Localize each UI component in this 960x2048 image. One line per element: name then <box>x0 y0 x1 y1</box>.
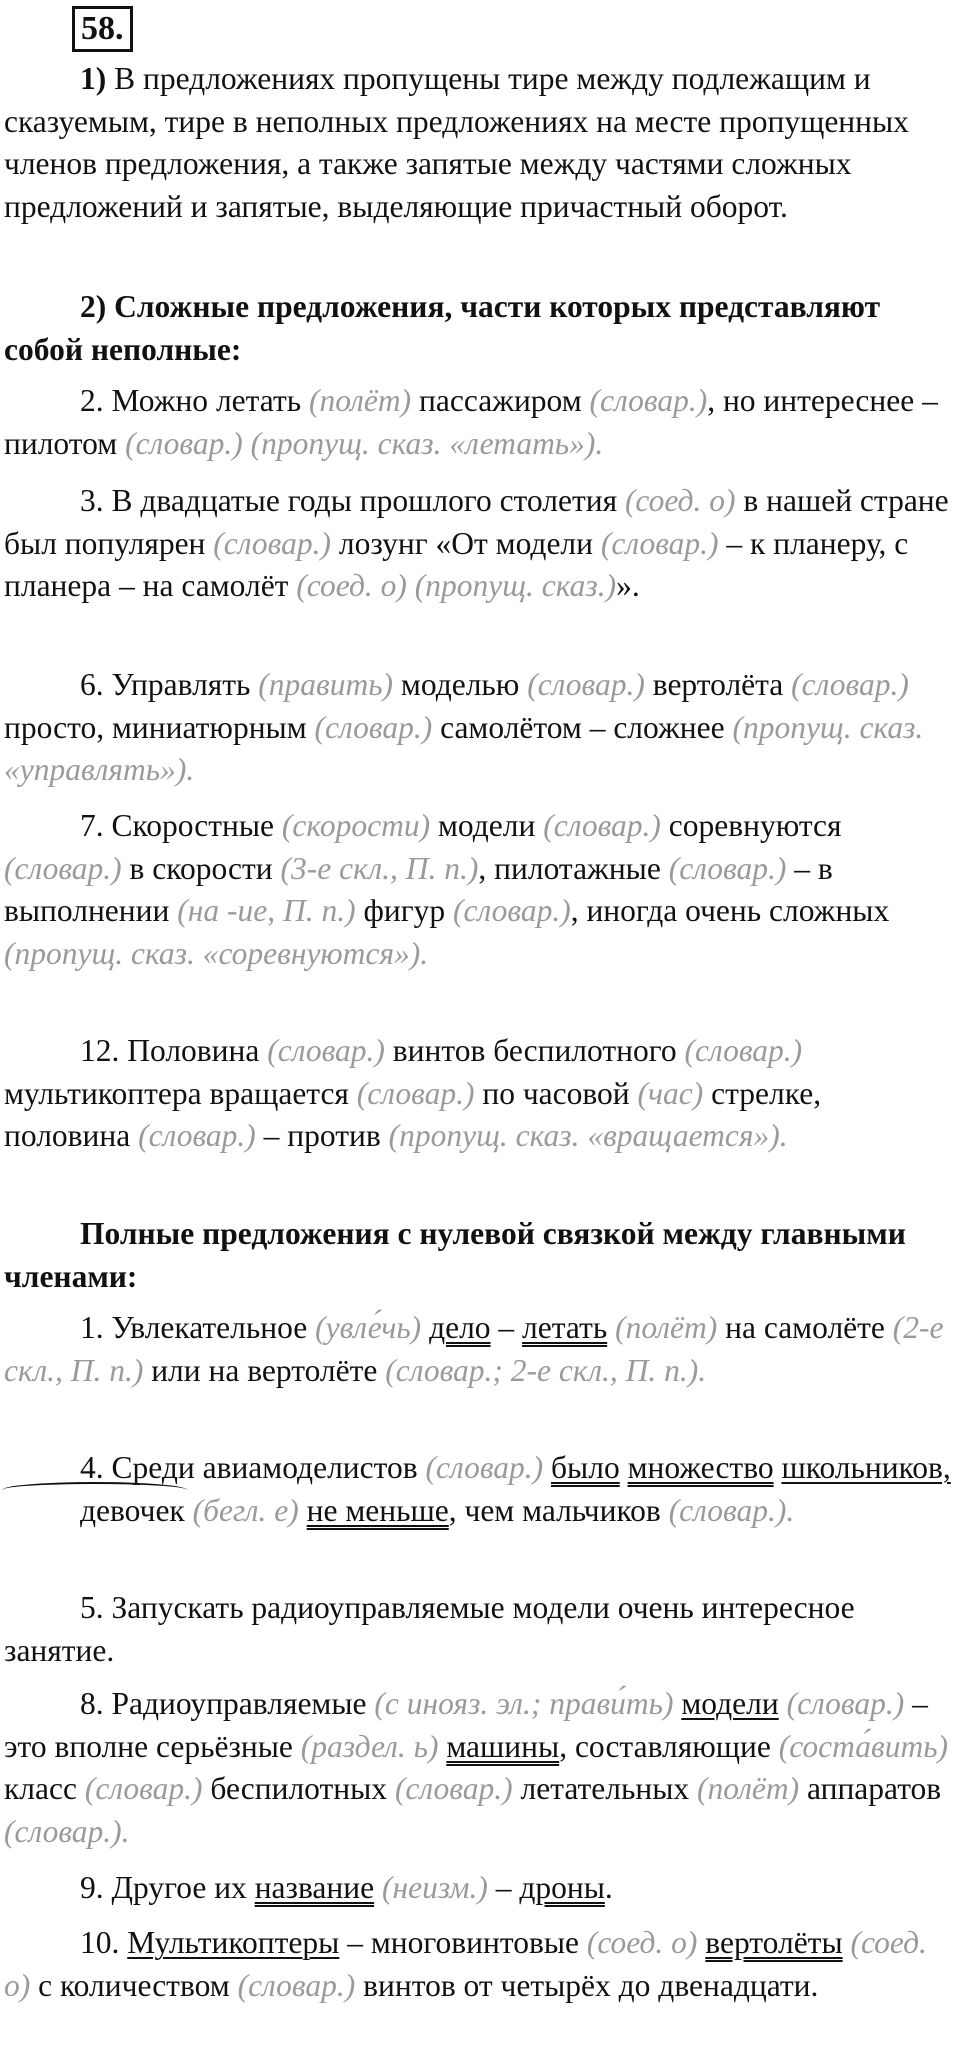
sentence-text: Среди авиамоделистов <box>111 1450 418 1485</box>
sentence-text: , составляющие <box>559 1728 771 1764</box>
exercise-number: 58. <box>72 6 133 52</box>
sentence-text: беспилотных <box>210 1771 388 1806</box>
comment-note: (соед. о) <box>624 483 736 518</box>
comment-note: (пропущ. сказ. «управлять»). <box>4 709 924 787</box>
sentence-text: модели <box>681 1686 779 1721</box>
sentence-text: на самолёт <box>142 568 289 603</box>
sentence-1 <box>4 1307 954 1392</box>
sentence-text: 2. <box>80 383 104 418</box>
comment-note: (словар.). <box>4 1813 130 1849</box>
sentence-text: – <box>912 1686 928 1721</box>
comment-note: (3-е скл., П. п.) <box>280 850 479 886</box>
sentence-text: сложнее <box>613 709 725 745</box>
sentence-text: 4. <box>80 1450 104 1485</box>
sentence-text: стрелке, половина <box>4 1075 822 1153</box>
sentence-text: пилотом <box>4 425 118 461</box>
intro-marker: 1) <box>80 61 107 96</box>
comment-note: (неизм.) <box>381 1870 488 1905</box>
comment-note: (пропущ. сказ. «летать»). <box>250 425 604 461</box>
sentence-text: моделью <box>400 667 520 702</box>
sentence-text: пассажиром <box>419 383 582 418</box>
comment-note: (соста́вить) <box>778 1728 949 1764</box>
sentence-text: , но интереснее <box>707 383 915 418</box>
sentence-text: Увлекательное <box>111 1310 308 1345</box>
comment-note: (словар.) <box>356 1075 475 1111</box>
sentence-10 <box>4 1922 954 2007</box>
sentence-text: дроны <box>519 1870 605 1905</box>
comment-note: (словар.) <box>453 893 571 928</box>
sentence-text: в скорости <box>129 850 273 886</box>
sentence-9 <box>4 1867 954 1910</box>
comment-note: (словар.) <box>668 850 787 886</box>
sentence-text: вертолёты <box>705 1925 843 1960</box>
sentence-text: 6. <box>80 667 104 702</box>
sentence-text: Другое их <box>111 1870 247 1905</box>
comment-note: (скорости) <box>281 808 431 843</box>
sentence-text: это вполне серьёзные <box>4 1728 293 1764</box>
sentence-text: – <box>347 1925 363 1960</box>
sentence-4 <box>4 1447 954 1532</box>
sentence-text: 3. <box>80 483 104 518</box>
comment-note: (раздел. ь) <box>300 1728 439 1764</box>
sentence-text: вертолёта <box>652 667 784 702</box>
comment-note: (пропущ. сказ. «вращается»). <box>388 1118 788 1153</box>
sentence-text: летать <box>215 383 302 418</box>
comment-note: (2-е скл., П. п.) <box>4 1310 944 1388</box>
sentence-text: В двадцатые годы прошлого столетия <box>111 483 618 518</box>
comment-note: (словар.) <box>425 1450 544 1485</box>
sentence-text: Радиоуправляемые <box>111 1686 367 1721</box>
sentence-text: в нашей стране был популярен <box>4 483 949 561</box>
sentence-2 <box>4 380 954 465</box>
sentence-text: Мультикоптеры <box>127 1925 340 1960</box>
sentence-text: было <box>551 1450 620 1485</box>
sentence-text: машины <box>446 1728 560 1764</box>
sentence-text: самолётом <box>440 709 582 745</box>
sentence-text: Запускать радиоуправляемые модели очень интересное занятие. <box>4 1590 855 1668</box>
sentence-text: 8. <box>80 1686 104 1721</box>
comment-note: (полёт) <box>308 383 412 418</box>
sentence-text: к планеру, с планера <box>4 525 909 603</box>
sentence-text: с количеством <box>38 1967 230 2003</box>
sentence-text: по часовой <box>482 1075 630 1111</box>
sentence-text: 9. <box>80 1870 104 1905</box>
comment-note: (словар.) <box>543 808 661 843</box>
comment-note: (полёт) <box>615 1310 718 1345</box>
sentence-text: – <box>922 383 938 418</box>
sentence-text: – <box>119 568 135 603</box>
sentence-text: 7. <box>80 808 104 843</box>
sentence-12 <box>4 1030 954 1158</box>
sentence-text: , пилотажные <box>478 850 661 886</box>
comment-note: (словар.) <box>394 1771 513 1806</box>
sentence-text: Можно <box>111 383 209 418</box>
sentence-text: . <box>604 1870 613 1905</box>
comment-note: (с инояз. эл.; прави́ть) <box>374 1686 674 1721</box>
comment-note: (словар.) <box>267 1033 385 1068</box>
sentence-text: множество <box>627 1450 774 1485</box>
sentence-text: многовинтовые <box>370 1925 579 1960</box>
sentence-text: летать <box>522 1310 608 1345</box>
comment-note: (словар.) <box>213 525 331 561</box>
sentence-5 <box>4 1587 954 1672</box>
comment-note: (час) <box>637 1075 704 1111</box>
sentence-text: против <box>287 1118 381 1153</box>
sentence-text: – <box>495 1870 512 1905</box>
sentence-8 <box>4 1683 954 1853</box>
sentence-text: или на вертолёте <box>151 1352 378 1388</box>
comment-note: (словар.) <box>791 667 909 702</box>
comment-note: (пропущ. сказ.) <box>414 568 617 603</box>
comment-note: (словар.) <box>84 1771 203 1806</box>
comment-note: (словар.; 2-е скл., П. п.). <box>385 1352 707 1388</box>
comment-note: (словар.) <box>138 1118 256 1153</box>
comment-note: (словар.) <box>314 709 433 745</box>
comment-note: (словар.) <box>786 1686 905 1721</box>
comment-note: (словар.) <box>684 1033 803 1068</box>
comment-note: (словар.). <box>668 1492 795 1528</box>
sentence-6 <box>4 664 954 792</box>
sentence-text: Скоростные <box>111 808 274 843</box>
comment-note: (соед. о) <box>586 1925 698 1960</box>
comment-note: (словар.) <box>600 525 719 561</box>
comment-note: (увле́чь) <box>315 1310 422 1345</box>
sentence-text: , чем мальчиков <box>448 1492 661 1528</box>
sentence-text: , иногда очень сложных <box>570 893 890 928</box>
comment-note: (соед. о) <box>4 1925 927 2003</box>
sentence-text: девочек <box>4 1495 185 1527</box>
sentence-text: мультикоптера вращается <box>4 1075 349 1111</box>
sentence-text: винтов от четырёх до двенадцати. <box>363 1967 819 2003</box>
sentence-text: Половина <box>127 1033 260 1068</box>
sentence-text: название <box>254 1870 375 1905</box>
sentence-text: класс <box>4 1771 77 1806</box>
sentence-text: 1. <box>80 1310 104 1345</box>
sentence-text: – <box>726 525 743 561</box>
comment-note: (словар.) <box>237 1967 356 2003</box>
sentence-text: 5. <box>80 1590 104 1625</box>
sentence-text: – <box>263 1118 280 1153</box>
sentence-text: дело <box>429 1310 491 1345</box>
sentence-text: – <box>794 850 810 886</box>
sentence-text: модели <box>437 808 536 843</box>
sentence-text: 10. <box>80 1925 120 1960</box>
comment-note: (полёт) <box>696 1771 800 1806</box>
sentence-text: винтов беспилотного <box>392 1033 677 1068</box>
comment-note: (править) <box>258 667 394 702</box>
sentence-text: аппаратов <box>807 1771 942 1806</box>
sentence-text: летательных <box>520 1771 690 1806</box>
comment-note: (словар.) <box>4 850 122 886</box>
sentence-text: фигур <box>363 893 446 928</box>
sentence-text: – <box>589 709 606 745</box>
sentence-text: Управлять <box>111 667 251 702</box>
comment-note: (словар.) <box>589 383 708 418</box>
comment-note: (словар.) <box>527 667 645 702</box>
sentence-text: 12. <box>80 1033 120 1068</box>
comment-note: (на -ие, П. п.) <box>177 893 356 928</box>
sentence-3 <box>4 480 954 608</box>
comment-note: (пропущ. сказ. «соревнуются»). <box>4 935 429 971</box>
sentence-text: соревнуются <box>668 808 842 843</box>
sentence-text: на самолёте <box>725 1310 885 1345</box>
comment-note: (соед. о) <box>296 568 407 603</box>
sentence-7 <box>4 805 954 975</box>
section-heading-incomplete: 2) Сложные предложения, части которых представляют собой неполные: <box>4 289 881 367</box>
sentence-text: школьников, <box>781 1450 951 1485</box>
sentence-text: – <box>498 1310 515 1345</box>
intro-paragraph <box>4 58 954 228</box>
comment-note: (бегл. е) <box>192 1492 299 1528</box>
sentence-text: ». <box>616 568 640 603</box>
sentence-text: в выполнении <box>4 850 833 928</box>
sentence-text: не меньше <box>306 1492 449 1528</box>
intro-text: В предложениях пропущены тире между подлежащим и сказуемым, тире в неполных предложениях на месте пропущенных членов предложения, а также запятые между частями сложных предложений и запятые, выделяющие причастный оборот. <box>4 61 909 224</box>
sentence-text: лозунг «От модели <box>338 525 593 561</box>
sentence-text: просто, миниатюрным <box>4 709 307 745</box>
section-heading-full: Полные предложения с нулевой связкой между главными членами: <box>4 1216 906 1294</box>
comment-note: (словар.) <box>125 425 243 461</box>
